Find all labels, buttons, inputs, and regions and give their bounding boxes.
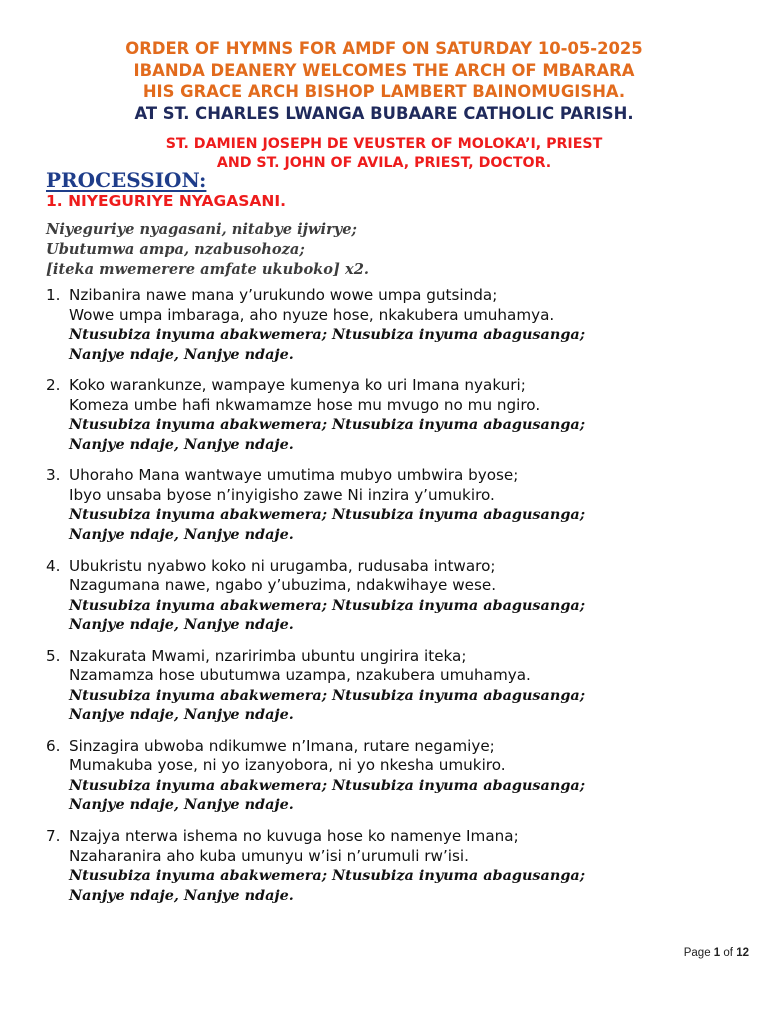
verse (46, 376, 746, 454)
verse (46, 737, 746, 815)
verse-number: 7. (46, 827, 61, 846)
page-word: Page (683, 947, 711, 959)
refrain-line: Ntusubiza inyuma abakwemera; Ntusubiza inyuma abagusanga; (69, 776, 586, 794)
page-total: 12 (736, 947, 749, 959)
verse-list (46, 286, 746, 917)
verse-line: Nzakurata Mwami, nzaririmba ubuntu ungirira iteka; (69, 646, 467, 665)
refrain-line: Nanjye ndaje, Nanjye ndaje. (69, 345, 294, 363)
refrain-line: Ntusubiza inyuma abakwemera; Ntusubiza inyuma abagusanga; (69, 416, 586, 434)
header-title-line-2: IBANDA DEANERY WELCOMES THE ARCH OF MBARARA (133, 60, 635, 80)
chorus-line: Ubutumwa ampa, nzabusohoza; (46, 241, 305, 258)
refrain-line: Ntusubiza inyuma abakwemera; Ntusubiza inyuma abagusanga; (69, 686, 586, 704)
refrain-line: Nanjye ndaje, Nanjye ndaje. (69, 435, 294, 453)
page-current: 1 (713, 947, 721, 959)
refrain-line: Nanjye ndaje, Nanjye ndaje. (69, 796, 294, 814)
document-header (0, 38, 768, 173)
refrain-line: Nanjye ndaje, Nanjye ndaje. (69, 886, 294, 904)
header-title-line-3: HIS GRACE ARCH BISHOP LAMBERT BAINOMUGISHA. (142, 82, 626, 101)
refrain-line: Nanjye ndaje, Nanjye ndaje. (69, 616, 294, 634)
verse (46, 647, 746, 725)
verse-line: Uhoraho Mana wantwaye umutima mubyo umbwira byose; (69, 466, 519, 485)
verse (46, 466, 746, 544)
verse-line: Nzibanira nawe mana y’urukundo wowe umpa gutsinda; (69, 286, 498, 304)
page-number (684, 947, 749, 959)
section-title: PROCESSION: (46, 168, 207, 192)
verse-line: Koko warankunze, wampaye kumenya ko uri Imana nyakuri; (69, 376, 526, 395)
verse (46, 557, 746, 635)
verse (46, 827, 746, 905)
refrain-line: Ntusubiza inyuma abakwemera; Ntusubiza inyuma abagusanga; (69, 596, 586, 614)
verse-line: Nzamamza hose ubutumwa uzampa, nzakubera umuhamya. (69, 666, 531, 685)
verse-line: Mumakuba yose, ni yo izanyobora, ni yo nkesha umukiro. (69, 756, 506, 775)
chorus-line: [iteka mwemerere amfate ukuboko] x2. (46, 261, 369, 278)
verse-line: Nzaharanira aho kuba umunyu w’isi n’urumuli rw’isi. (69, 846, 469, 865)
refrain-line: Nanjye ndaje, Nanjye ndaje. (69, 525, 294, 543)
refrain-line: Nanjye ndaje, Nanjye ndaje. (69, 706, 294, 724)
header-title-line-1: ORDER OF HYMNS FOR AMDF ON SATURDAY 10-05-2025 (125, 39, 643, 58)
chorus-line: Niyeguriye nyagasani, nitabye ijwirye; (46, 221, 357, 238)
verse (46, 286, 746, 364)
verse-line: Ubukristu nyabwo koko ni urugamba, rudusaba intwaro; (69, 556, 496, 575)
refrain-line: Ntusubiza inyuma abakwemera; Ntusubiza inyuma abagusanga; (69, 506, 586, 524)
header-venue-line: AT ST. CHARLES LWANGA BUBAARE CATHOLIC PARISH. (134, 103, 634, 123)
page-of: of (723, 947, 733, 959)
verse-number: 1. (46, 286, 61, 304)
verse-line: Nzajya nterwa ishema no kuvuga hose ko namenye Imana; (69, 827, 519, 846)
header-saints-line-2: AND ST. JOHN OF AVILA, PRIEST, DOCTOR. (216, 155, 552, 171)
verse-number: 4. (46, 556, 61, 575)
header-saints-line-1: ST. DAMIEN JOSEPH DE VEUSTER OF MOLOKA’I, PRIEST (165, 136, 603, 152)
verse-line: Wowe umpa imbaraga, aho nyuze hose, nkakubera umuhamya. (69, 305, 555, 324)
verse-line: Komeza umbe hafi nkwamamze hose mu mvugo no mu ngiro. (69, 395, 541, 414)
verse-line: Nzagumana nawe, ngabo y’ubuzima, ndakwihaye wese. (69, 576, 497, 595)
verse-number: 6. (46, 736, 61, 755)
verse-line: Sinzagira ubwoba ndikumwe n’Imana, rutare negamiye; (69, 736, 495, 755)
verse-number: 5. (46, 646, 61, 665)
hymn-chorus (46, 220, 369, 280)
verse-line: Ibyo unsaba byose n’inyigisho zawe Ni inzira y’umukiro. (69, 485, 495, 504)
verse-number: 2. (46, 376, 61, 395)
refrain-line: Ntusubiza inyuma abakwemera; Ntusubiza inyuma abagusanga; (69, 326, 586, 343)
refrain-line: Ntusubiza inyuma abakwemera; Ntusubiza inyuma abagusanga; (69, 867, 586, 885)
hymn-title: 1. NIYEGURIYE NYAGASANI. (46, 192, 287, 210)
verse-number: 3. (46, 466, 61, 485)
